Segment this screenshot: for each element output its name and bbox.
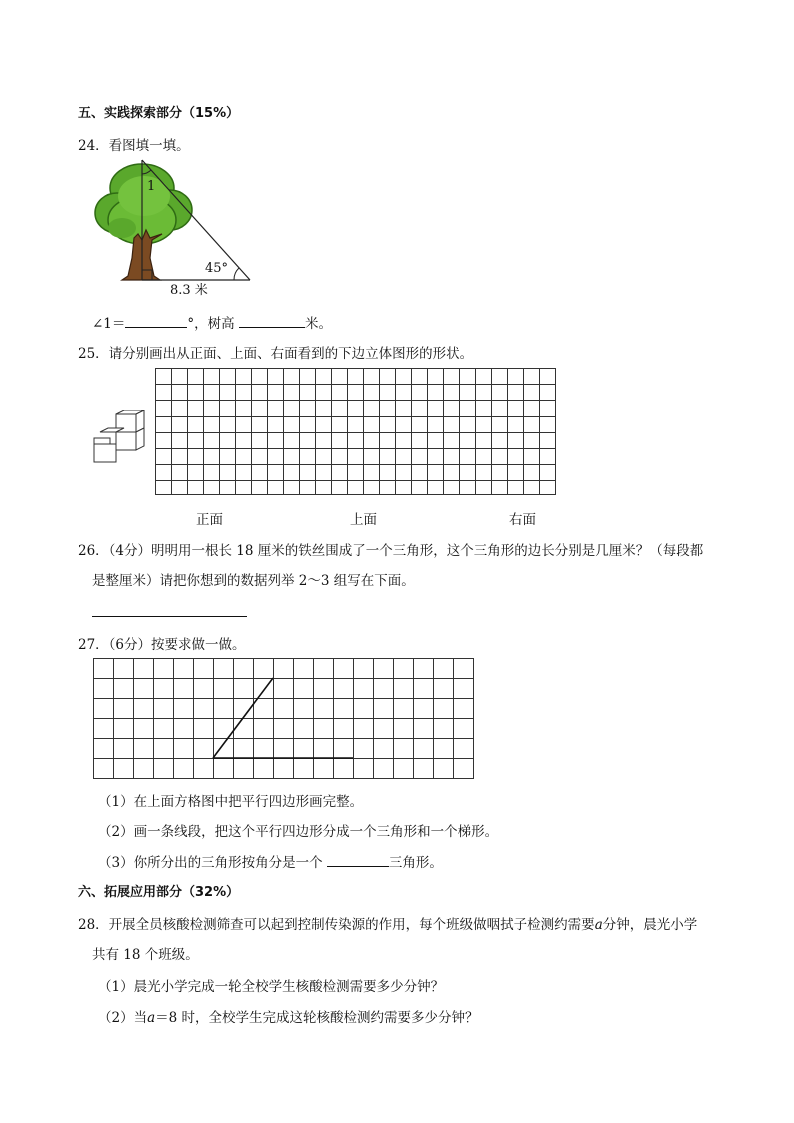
distance-label: 8.3 米 bbox=[170, 283, 208, 298]
view-label-right: 右面 bbox=[509, 512, 536, 528]
question-25-stem: 25．请分别画出从正面、上面、右面看到的下边立体图形的形状。 bbox=[78, 346, 474, 362]
triangle-type-blank[interactable] bbox=[327, 853, 389, 867]
answer-suffix: 米。 bbox=[304, 316, 332, 332]
q28-text-a: 28．开展全员核酸检测筛查可以起到控制传染源的作用，每个班级做咽拭子检测约需要 bbox=[78, 917, 595, 933]
question-26-answer-line[interactable] bbox=[92, 602, 247, 617]
question-28-sub2 bbox=[98, 1006, 479, 1026]
sub2-text-b: ＝8 时，全校学生完成这轮核酸检测约需要多少分钟？ bbox=[155, 1010, 479, 1026]
view-label-top: 上面 bbox=[350, 512, 377, 528]
question-24-stem: 24．看图填一填。 bbox=[78, 138, 190, 154]
variable-a: a bbox=[147, 1010, 156, 1026]
angle-answer-blank[interactable] bbox=[125, 314, 187, 328]
cube-stack-figure bbox=[92, 410, 152, 466]
sub3-prefix: （3）你所分出的三角形按角分是一个 bbox=[98, 855, 323, 871]
answer-prefix: ∠1＝ bbox=[92, 316, 126, 332]
question-27-sub2: （2）画一条线段，把这个平行四边形分成一个三角形和一个梯形。 bbox=[98, 824, 499, 840]
question-26-line2: 是整厘米）请把你想到的数据列举 2～3 组写在下面。 bbox=[92, 573, 415, 589]
question-27-sub3 bbox=[98, 851, 443, 871]
view-label-front: 正面 bbox=[196, 512, 223, 528]
tree-icon bbox=[95, 164, 192, 280]
q28-text-b: 分钟，晨光小学 bbox=[602, 917, 698, 933]
variable-a: a bbox=[594, 917, 603, 933]
sub2-text-a: （2）当 bbox=[98, 1010, 148, 1026]
question-28-line2: 共有 18 个班级。 bbox=[92, 947, 199, 963]
question-28-sub1: （1）晨光小学完成一轮全校学生核酸检测需要多少分钟？ bbox=[98, 979, 445, 995]
question-24-answer-line bbox=[92, 312, 332, 332]
question-27-stem: 27．（6分）按要求做一做。 bbox=[78, 637, 246, 653]
question-26-line1: 26．（4分）明明用一根长 18 厘米的铁丝围成了一个三角形，这个三角形的边长分别是几厘米？（每段都 bbox=[78, 543, 704, 559]
sub3-suffix: 三角形。 bbox=[388, 855, 443, 871]
section-title: 六、拓展应用部分（32%） bbox=[78, 885, 240, 900]
section-title: 五、实践探索部分（15%） bbox=[78, 106, 240, 121]
tree-triangle-figure bbox=[92, 158, 262, 298]
parallelogram-partial-figure bbox=[93, 658, 474, 779]
answer-mid: °，树高 bbox=[187, 316, 235, 332]
question-28-line1 bbox=[78, 913, 697, 933]
grid-25[interactable] bbox=[155, 368, 556, 495]
angle-1-label: 1 bbox=[147, 179, 156, 194]
question-27-sub1: （1）在上面方格图中把平行四边形画完整。 bbox=[98, 794, 364, 810]
tree-height-answer-blank[interactable] bbox=[239, 314, 305, 328]
angle-45-label: 45° bbox=[205, 261, 229, 276]
